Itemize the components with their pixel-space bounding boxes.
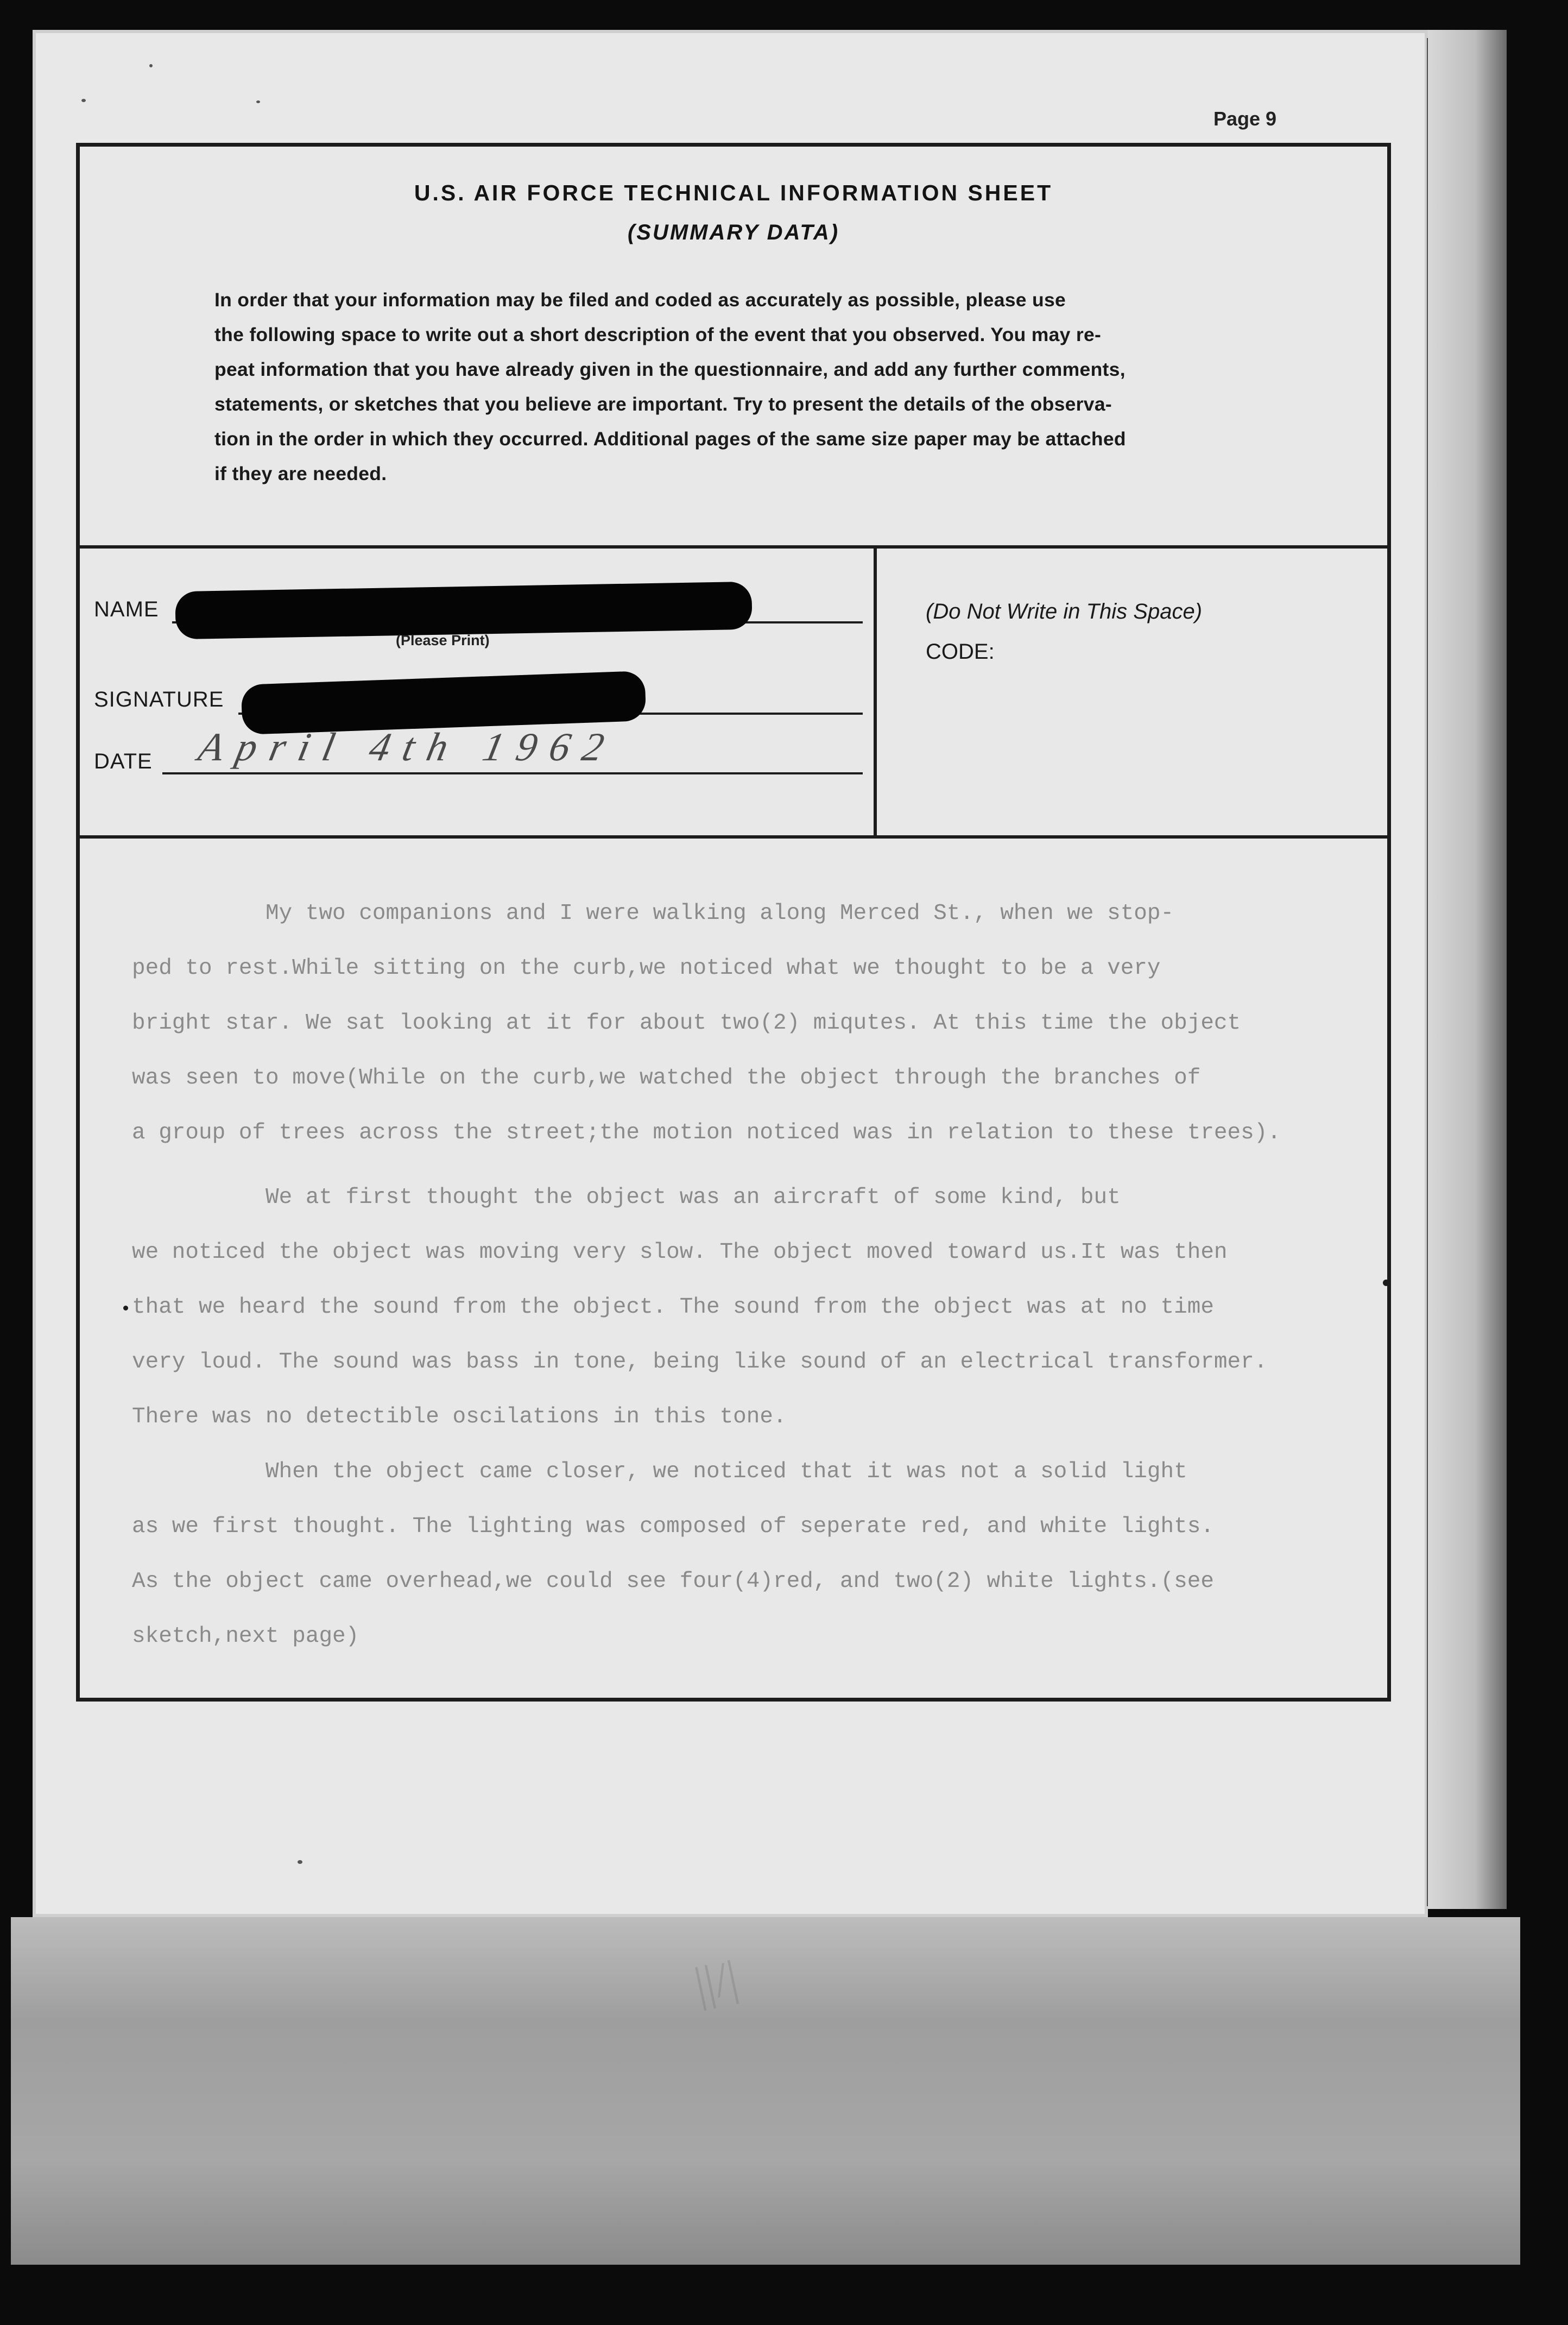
narrative-line: as we first thought. The lighting was composed of seperate red, and white lights. xyxy=(132,1514,1214,1539)
form-header xyxy=(80,147,1387,549)
narrative-line: very loud. The sound was bass in tone, being like sound of an electrical transformer. xyxy=(132,1350,1268,1375)
identification-section xyxy=(80,545,877,839)
signature-label: SIGNATURE xyxy=(94,688,224,711)
office-use-note: (Do Not Write in This Space) xyxy=(926,600,1203,623)
narrative-line: As the object came overhead,we could see four(4)red, and two(2) white lights.(see xyxy=(132,1569,1214,1594)
technical-information-form xyxy=(76,143,1391,1702)
narrative-text xyxy=(132,886,1359,1664)
page-number: Page 9 xyxy=(1213,108,1277,130)
form-subtitle: (SUMMARY DATA) xyxy=(627,220,840,244)
instruction-line: statements, or sketches that you believe are important. Try to present the details of the observa- xyxy=(214,393,1112,415)
instruction-line: the following space to write out a short description of the event that you observed. You may re- xyxy=(214,324,1102,345)
narrative-line: There was no detectible oscilations in this tone. xyxy=(132,1404,787,1429)
narrative-line: We at first thought the object was an aircraft of some kind, but xyxy=(132,1185,1121,1210)
form-title: U.S. AIR FORCE TECHNICAL INFORMATION SHEET xyxy=(414,180,1053,205)
date-value: April 4th 1962 xyxy=(194,725,621,770)
margin-dot xyxy=(123,1306,128,1310)
office-use-section xyxy=(877,545,1387,839)
scan-artifact: ||/| xyxy=(690,1950,743,2012)
instruction-line: if they are needed. xyxy=(214,463,387,484)
form-instructions xyxy=(214,282,1360,491)
narrative-line: we noticed the object was moving very slow. The object moved toward us.It was then xyxy=(132,1240,1228,1265)
narrative-line: was seen to move(While on the curb,we watched the object through the branches of xyxy=(132,1066,1201,1091)
print-hint: (Please Print) xyxy=(396,632,490,648)
instruction-line: peat information that you have already given in the questionnaire, and add any further comments, xyxy=(214,358,1126,380)
narrative-line: that we heard the sound from the object. The sound from the object was at no time xyxy=(132,1295,1214,1320)
instruction-line: In order that your information may be filed and coded as accurately as possible, please use xyxy=(214,289,1066,311)
margin-dot xyxy=(1383,1280,1389,1286)
scan-speck xyxy=(81,99,86,102)
narrative-line: My two companions and I were walking along Merced St., when we stop- xyxy=(132,901,1174,926)
narrative-section xyxy=(80,839,1387,1699)
code-label: CODE: xyxy=(926,640,995,664)
date-field-line xyxy=(162,772,863,774)
name-label: NAME xyxy=(94,597,159,621)
narrative-line: a group of trees across the street;the motion noticed was in relation to these trees). xyxy=(132,1120,1281,1145)
date-label: DATE xyxy=(94,749,153,773)
narrative-line: bright star. We sat looking at it for about two(2) miqutes. At this time the object xyxy=(132,1011,1241,1036)
scan-speck xyxy=(298,1860,302,1864)
name-redaction xyxy=(175,582,752,640)
narrative-line: sketch,next page) xyxy=(132,1624,359,1649)
narrative-line: ped to rest.While sitting on the curb,we noticed what we thought to be a very xyxy=(132,956,1161,981)
scan-speck xyxy=(149,64,153,67)
scan-margin-right xyxy=(1428,30,1507,1909)
narrative-line: When the object came closer, we noticed that it was not a solid light xyxy=(132,1459,1187,1484)
instruction-line: tion in the order in which they occurred. Additional pages of the same size paper may be attached xyxy=(214,428,1126,450)
scan-speck xyxy=(256,100,260,103)
